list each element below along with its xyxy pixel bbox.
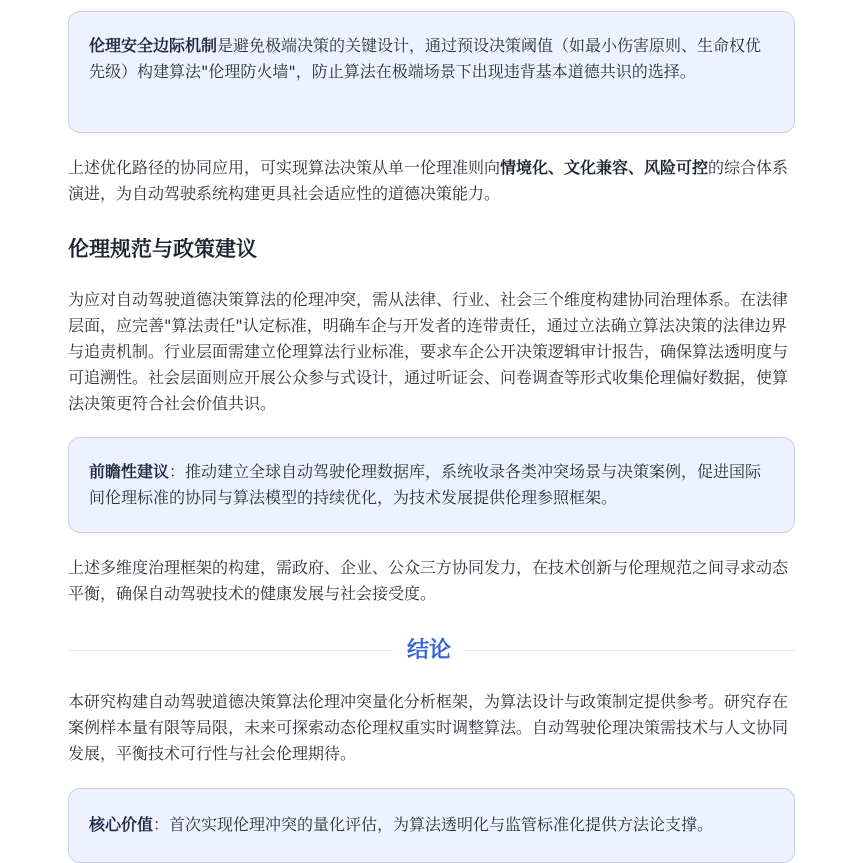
callout-core-value [68,788,795,863]
para1-before: 上述优化路径的协同应用，可实现算法决策从单一伦理准则向 [68,158,501,177]
callout-ethics-margin-bold: 伦理安全边际机制 [89,36,218,55]
para1-after: 的综合体系演进，为自动驾驶系统构建更具社会适应性的道德决策能力。 [68,158,789,203]
callout-ethics-margin-text: 是避免极端决策的关键设计，通过预设决策阈值（如最小伤害原则、生命权优先级）构建算法"伦理防火墙"，防止算法在极端场景下出现违背基本道德共识的选择。 [89,36,762,81]
conclusion-divider [68,634,797,668]
callout-core-bold: 核心价值 [89,815,154,834]
paragraph-framework-summary: 上述多维度治理框架的构建，需政府、企业、公众三方协同发力，在技术创新与伦理规范之间寻求动态平衡，确保自动驾驶技术的健康发展与社会接受度。 [68,558,789,603]
callout-forward-suggestion [68,437,795,533]
para1-bold: 情境化、文化兼容、风险可控 [500,158,709,177]
paragraph-optimization-summary [68,155,797,207]
paragraph-governance: 为应对自动驾驶道德决策算法的伦理冲突，需从法律、行业、社会三个维度构建协同治理体系。在法律层面，应完善"算法责任"认定标准，明确车企与开发者的连带责任，通过立法确立算法决策的法律边界与追责机制。行业层面需建立伦理算法行业标准，要求车企公开决策逻辑审计报告，确保算法透明度与可追溯性。社会层面则应开展公众参与式设计，通过听证会、问卷调查等形式收集伦理偏好数据，使算法决策更符合社会价值共识。 [68,290,789,413]
callout-core-text: ：首次实现伦理冲突的量化评估，为算法透明化与监管标准化提供方法论支撑。 [153,815,714,834]
divider-line-left [68,650,393,651]
section-heading-policy: 伦理规范与政策建议 [68,237,257,261]
conclusion-heading: 结论 [406,638,451,663]
callout-ethics-margin [68,11,795,133]
callout-forward-bold: 前瞻性建议 [89,462,170,481]
divider-line-right [465,650,797,651]
paragraph-conclusion: 本研究构建自动驾驶道德决策算法伦理冲突量化分析框架，为算法设计与政策制定提供参考。研究存在案例样本量有限等局限，未来可探索动态伦理权重实时调整算法。自动驾驶伦理决策需技术与人文协同发展，平衡技术可行性与社会伦理期待。 [68,692,789,763]
callout-forward-text: ：推动建立全球自动驾驶伦理数据库，系统收录各类冲突场景与决策案例，促进国际间伦理标准的协同与算法模型的持续优化，为技术发展提供伦理参照框架。 [89,462,762,507]
